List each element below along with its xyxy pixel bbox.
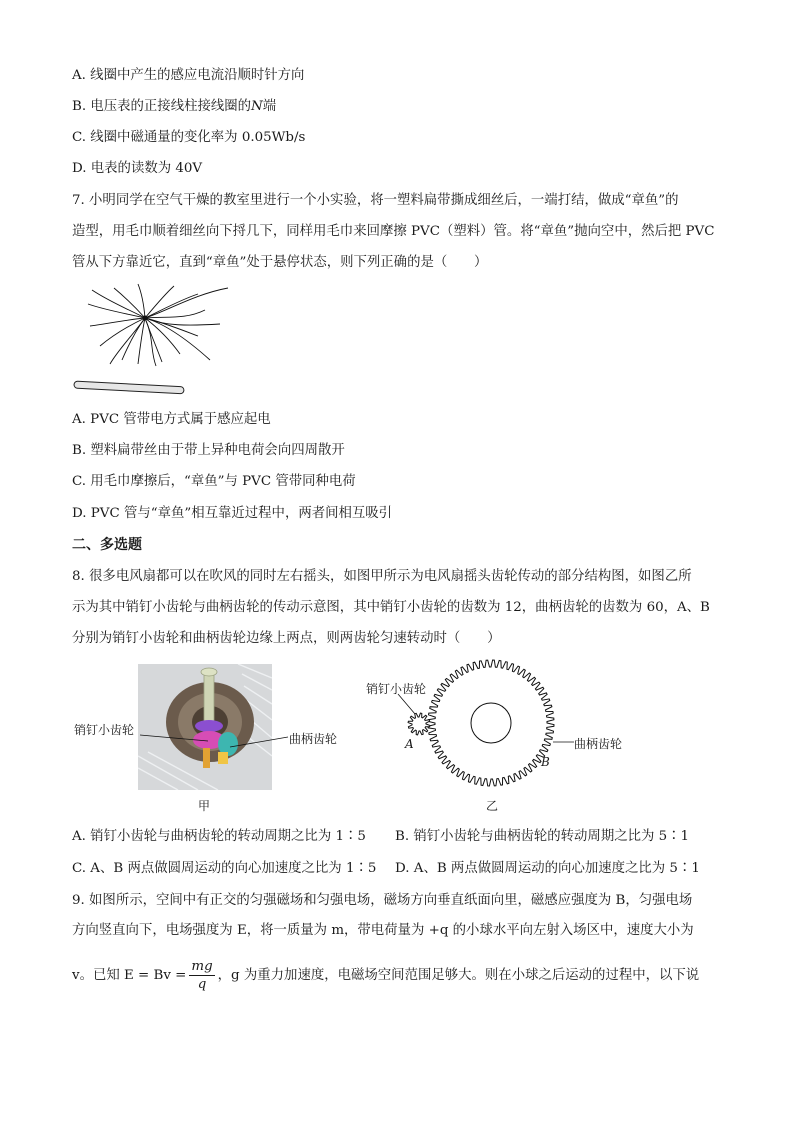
section-title-multiple-choice: 二、多选题 [72,537,142,553]
octopus-knot [143,316,148,321]
q8-option-d: D. A、B 两点做圆周运动的向心加速度之比为 5∶1 [395,861,700,876]
q8-option-b: B. 销钉小齿轮与曲柄齿轮的转动周期之比为 5∶1 [395,829,690,844]
q6-option-d: D. 电表的读数为 40V [72,161,203,176]
q8-option-c: C. A、B 两点做圆周运动的向心加速度之比为 1∶5 [72,861,377,876]
fig-yi-point-b: B [541,755,550,769]
fig-jia-label-small-gear: 销钉小齿轮 [74,723,135,737]
q6-option-a: A. 线圈中产生的感应电流沿顺时针方向 [72,68,305,83]
octopus-figure [70,280,240,400]
pin-gear-leader [398,694,415,714]
q6-option-c: C. 线圈中磁通量的变化率为 0.05Wb/s [72,130,306,145]
q7-stem-line1: 7. 小明同学在空气干燥的教室里进行一个小实验，将一塑料扁带撕成细丝后，一端打结，做成“章鱼”的 [72,193,679,208]
q9-stem-line3 [72,958,699,993]
q8-stem-line2: 示为其中销钉小齿轮与曲柄齿轮的传动示意图，其中销钉小齿轮的齿数为 12，曲柄齿轮的齿数为 60，A、B [72,600,710,615]
q9-stem-line2: 方向竖直向下，电场强度为 E，将一质量为 m，带电荷量为 +q 的小球水平向左射入场区中，速度大小为 [72,923,694,938]
q9-fraction [189,958,214,993]
fig-yi-caption: 乙 [486,799,499,813]
fig-jia-caption: 甲 [198,799,211,813]
gear-schematic [360,658,640,798]
q9-fraction-denominator: q [197,977,207,992]
q7-option-b: B. 塑料扁带丝由于带上异种电荷会向四周散开 [72,443,345,458]
q7-option-d: D. PVC 管与“章鱼”相互靠近过程中，两者间相互吸引 [72,506,393,521]
q7-stem-line2: 造型，用毛巾顺着细丝向下捋几下，同样用毛巾来回摩擦 PVC（塑料）管。将“章鱼”抛向空中，然后把 PVC [72,224,715,239]
q9-formula-lead: v。已知 E = Bv = [72,968,187,983]
q6-option-b-var: N [251,99,263,114]
q6-option-b [72,97,276,117]
q9-stem-line1: 9. 如图所示，空间中有正交的匀强磁场和匀强电场，磁场方向垂直纸面向里，磁感应强度为 B，匀强电场 [72,893,693,908]
fig-jia-leader-lines [130,725,300,755]
q9-fraction-numerator: mg [191,959,213,974]
q7-option-c: C. 用毛巾摩擦后，“章鱼”与 PVC 管带同种电荷 [72,474,356,489]
fig-yi-point-a: A [405,737,414,751]
octopus-strands [88,284,228,366]
crank-gear-hub [471,703,511,743]
fig-yi-label-small-gear: 销钉小齿轮 [366,682,427,696]
q6-option-b-text: B. 电压表的正接线柱接线圈的 [72,99,252,114]
q7-option-a: A. PVC 管带电方式属于感应起电 [72,412,271,427]
pin-gear [408,713,430,735]
q8-stem-line3: 分别为销钉小齿轮和曲柄齿轮边缘上两点，则两齿轮匀速转动时（ ） [72,631,501,646]
fig-jia-label-crank-gear: 曲柄齿轮 [289,732,338,746]
q6-option-b-end: 端 [262,99,277,114]
pvc-tube [74,381,184,394]
q7-stem-line3: 管从下方靠近它，直到“章鱼”处于悬停状态，则下列正确的是（ ） [72,255,488,270]
q9-formula-tail: ，g 为重力加速度，电磁场空间范围足够大。则在小球之后运动的过程中，以下说 [217,968,700,983]
fig-yi-label-crank-gear: 曲柄齿轮 [574,737,623,751]
q8-option-a: A. 销钉小齿轮与曲柄齿轮的转动周期之比为 1∶5 [72,829,366,844]
q8-stem-line1: 8. 很多电风扇都可以在吹风的同时左右摇头，如图甲所示为电风扇摇头齿轮传动的部分结构图，如图乙所 [72,569,692,584]
